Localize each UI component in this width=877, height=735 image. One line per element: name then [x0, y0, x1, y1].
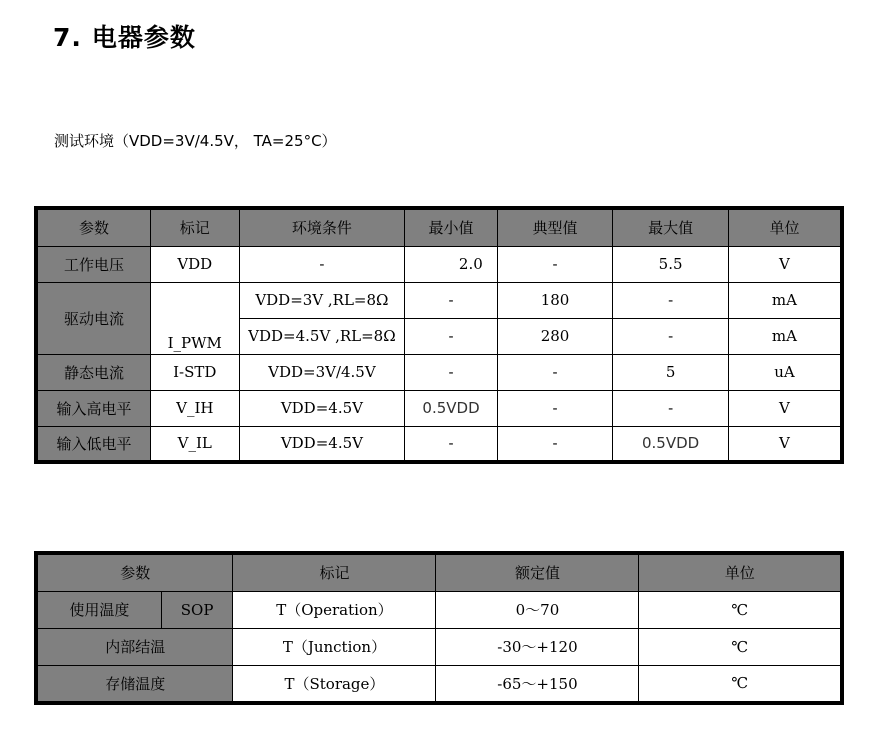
- header-cell: 单位: [728, 208, 842, 246]
- section-number: 7.: [53, 23, 82, 52]
- symbol-cell: V_IL: [151, 426, 239, 462]
- condition-cell: VDD=4.5V ,RL=8Ω: [239, 318, 405, 354]
- param-cell: 内部结温: [36, 628, 233, 665]
- min-cell: -: [405, 282, 497, 318]
- max-cell: -: [613, 390, 729, 426]
- max-cell: 5: [613, 354, 729, 390]
- unit-cell: V: [728, 426, 842, 462]
- header-cell: 参数: [36, 208, 151, 246]
- symbol-cell: V_IH: [151, 390, 239, 426]
- table-header-row: [36, 553, 842, 591]
- rating-cell: -30～+120: [436, 628, 639, 665]
- symbol-cell: T（Junction）: [233, 628, 436, 665]
- typ-cell: -: [497, 390, 613, 426]
- max-cell: -: [613, 318, 729, 354]
- table-header-row: [36, 208, 842, 246]
- condition-cell: VDD=4.5V: [239, 426, 405, 462]
- min-cell: -: [405, 318, 497, 354]
- condition-cell: VDD=4.5V: [239, 390, 405, 426]
- symbol-cell: I_PWM: [151, 282, 239, 354]
- max-cell: 0.5VDD: [613, 426, 729, 462]
- header-cell: 单位: [639, 553, 842, 591]
- table-row: [36, 390, 842, 426]
- header-cell: 最大值: [613, 208, 729, 246]
- rating-cell: -65～+150: [436, 665, 639, 703]
- param-cell: 输入低电平: [36, 426, 151, 462]
- param-cell: 静态电流: [36, 354, 151, 390]
- max-cell: 5.5: [613, 246, 729, 282]
- param-cell: 使用温度: [36, 591, 161, 628]
- header-cell: 参数: [36, 553, 233, 591]
- unit-cell: ℃: [639, 665, 842, 703]
- electrical-parameters-table: [34, 206, 844, 464]
- unit-cell: mA: [728, 282, 842, 318]
- header-cell: 典型值: [497, 208, 613, 246]
- min-cell: 0.5VDD: [405, 390, 497, 426]
- typ-cell: -: [497, 426, 613, 462]
- condition-cell: VDD=3V/4.5V: [239, 354, 405, 390]
- unit-cell: mA: [728, 318, 842, 354]
- header-cell: 环境条件: [239, 208, 405, 246]
- param-cell: 输入高电平: [36, 390, 151, 426]
- table-row: [36, 665, 842, 703]
- table-row: [36, 591, 842, 628]
- min-cell: -: [405, 354, 497, 390]
- header-cell: 标记: [151, 208, 239, 246]
- param-cell: 存储温度: [36, 665, 233, 703]
- unit-cell: V: [728, 390, 842, 426]
- condition-cell: VDD=3V ,RL=8Ω: [239, 282, 405, 318]
- max-cell: -: [613, 282, 729, 318]
- table-row: [36, 426, 842, 462]
- typ-cell: -: [497, 354, 613, 390]
- temperature-ratings-table: [34, 551, 844, 705]
- param-cell: 驱动电流: [36, 282, 151, 354]
- symbol-cell: I-STD: [151, 354, 239, 390]
- package-cell: SOP: [161, 591, 233, 628]
- unit-cell: V: [728, 246, 842, 282]
- header-cell: 标记: [233, 553, 436, 591]
- param-cell: 工作电压: [36, 246, 151, 282]
- table-row: [36, 282, 842, 318]
- unit-cell: ℃: [639, 628, 842, 665]
- unit-cell: ℃: [639, 591, 842, 628]
- section-title: 电器参数: [91, 23, 196, 52]
- typ-cell: 280: [497, 318, 613, 354]
- test-condition: 测试环境（VDD=3V/4.5V， TA=25°C）: [54, 132, 337, 150]
- header-cell: 额定值: [436, 553, 639, 591]
- typ-cell: -: [497, 246, 613, 282]
- symbol-cell: T（Operation）: [233, 591, 436, 628]
- symbol-cell: VDD: [151, 246, 239, 282]
- min-cell: 2.0: [405, 246, 497, 282]
- unit-cell: uA: [728, 354, 842, 390]
- header-cell: 最小值: [405, 208, 497, 246]
- symbol-cell: T（Storage）: [233, 665, 436, 703]
- table-row: [36, 628, 842, 665]
- table-row: [36, 246, 842, 282]
- min-cell: -: [405, 426, 497, 462]
- rating-cell: 0～70: [436, 591, 639, 628]
- table-row: [36, 354, 842, 390]
- condition-cell: -: [239, 246, 405, 282]
- section-heading: [53, 18, 196, 54]
- typ-cell: 180: [497, 282, 613, 318]
